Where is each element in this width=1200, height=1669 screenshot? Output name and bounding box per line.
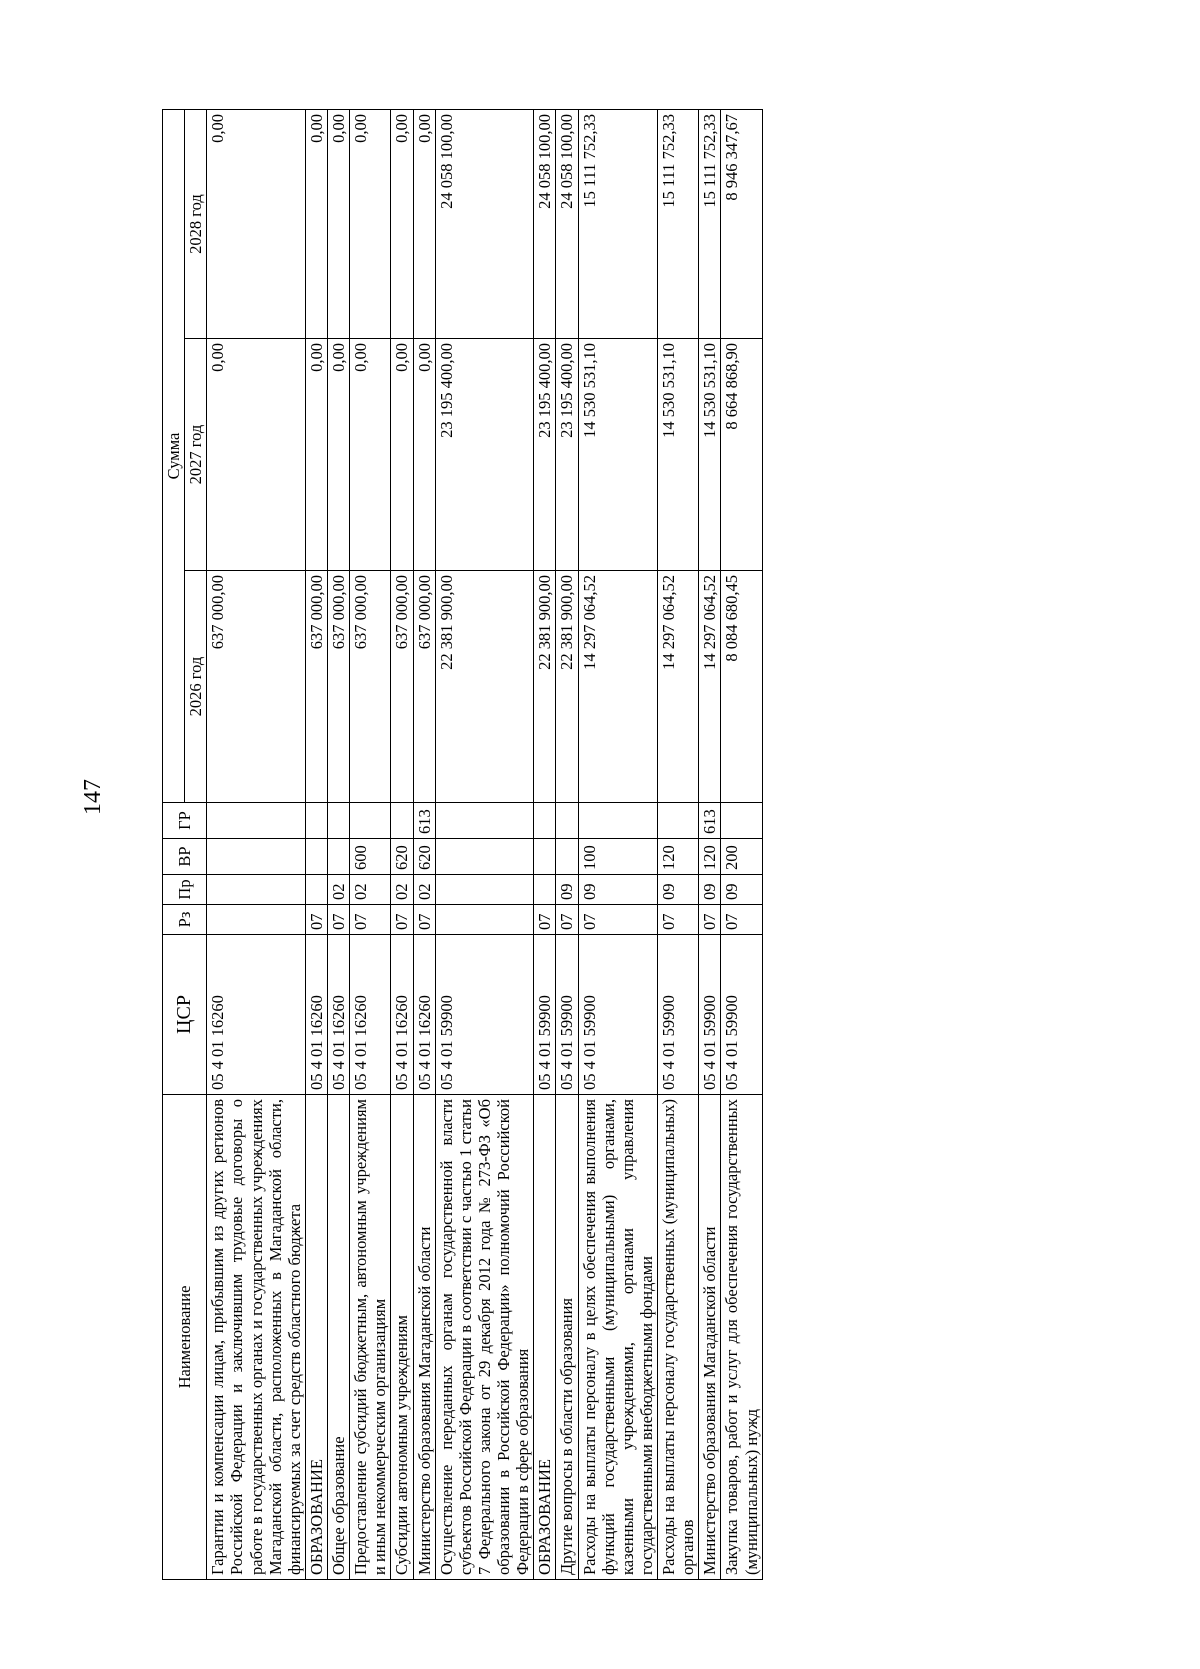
row-csr: 05 4 01 16260 bbox=[350, 935, 391, 1095]
row-csr: 05 4 01 16260 bbox=[328, 935, 350, 1095]
row-rz bbox=[207, 905, 306, 935]
row-gr bbox=[721, 803, 762, 839]
row-2026: 637 000,00 bbox=[328, 571, 350, 803]
row-vr bbox=[207, 839, 306, 875]
row-2027: 0,00 bbox=[305, 339, 327, 571]
header-row-1 bbox=[163, 110, 185, 1580]
row-gr bbox=[534, 803, 556, 839]
row-2027: 14 530 531,10 bbox=[578, 339, 658, 571]
header-2027: 2027 год bbox=[185, 339, 207, 571]
row-vr bbox=[435, 839, 534, 875]
row-gr bbox=[391, 803, 413, 839]
row-csr: 05 4 01 59900 bbox=[721, 935, 762, 1095]
header-vr: ВР bbox=[163, 839, 207, 875]
table-row bbox=[207, 110, 306, 1580]
row-2027: 23 195 400,00 bbox=[435, 339, 534, 571]
table-row bbox=[658, 110, 699, 1580]
row-vr bbox=[328, 839, 350, 875]
header-csr: ЦСР bbox=[163, 935, 207, 1095]
row-pr: 02 bbox=[328, 875, 350, 905]
row-vr: 120 bbox=[658, 839, 699, 875]
row-pr bbox=[534, 875, 556, 905]
page-number: 147 bbox=[80, 779, 106, 815]
row-pr: 09 bbox=[699, 875, 721, 905]
row-vr: 100 bbox=[578, 839, 658, 875]
row-name: Расходы на выплаты персоналу государственных (муниципальных) органов bbox=[658, 1095, 699, 1580]
row-rz: 07 bbox=[350, 905, 391, 935]
row-2026: 637 000,00 bbox=[305, 571, 327, 803]
row-2027: 0,00 bbox=[350, 339, 391, 571]
table-row bbox=[699, 110, 721, 1580]
row-pr bbox=[207, 875, 306, 905]
row-2028: 0,00 bbox=[350, 110, 391, 339]
row-2028: 0,00 bbox=[413, 110, 435, 339]
row-pr bbox=[435, 875, 534, 905]
row-csr: 05 4 01 16260 bbox=[413, 935, 435, 1095]
row-2026: 637 000,00 bbox=[350, 571, 391, 803]
header-gr: ГР bbox=[163, 803, 207, 839]
row-rz: 07 bbox=[721, 905, 762, 935]
row-gr bbox=[207, 803, 306, 839]
row-csr: 05 4 01 16260 bbox=[391, 935, 413, 1095]
table-row bbox=[721, 110, 762, 1580]
budget-table bbox=[162, 109, 763, 1580]
row-2026: 14 297 064,52 bbox=[658, 571, 699, 803]
row-rz: 07 bbox=[413, 905, 435, 935]
row-gr bbox=[578, 803, 658, 839]
row-2026: 22 381 900,00 bbox=[435, 571, 534, 803]
row-rz: 07 bbox=[699, 905, 721, 935]
row-vr bbox=[534, 839, 556, 875]
row-2028: 0,00 bbox=[328, 110, 350, 339]
row-2027: 14 530 531,10 bbox=[658, 339, 699, 571]
row-2028: 24 058 100,00 bbox=[435, 110, 534, 339]
row-csr: 05 4 01 59900 bbox=[556, 935, 578, 1095]
row-2028: 0,00 bbox=[305, 110, 327, 339]
row-name: Субсидии автономным учреждениям bbox=[391, 1095, 413, 1580]
table-row bbox=[435, 110, 534, 1580]
row-2028: 15 111 752,33 bbox=[699, 110, 721, 339]
table-row bbox=[556, 110, 578, 1580]
table-row bbox=[391, 110, 413, 1580]
row-rz: 07 bbox=[391, 905, 413, 935]
row-pr: 02 bbox=[350, 875, 391, 905]
row-rz: 07 bbox=[328, 905, 350, 935]
row-2028: 24 058 100,00 bbox=[556, 110, 578, 339]
row-pr bbox=[305, 875, 327, 905]
row-csr: 05 4 01 59900 bbox=[658, 935, 699, 1095]
row-pr: 09 bbox=[578, 875, 658, 905]
row-2028: 24 058 100,00 bbox=[534, 110, 556, 339]
header-2028: 2028 год bbox=[185, 110, 207, 339]
row-2026: 14 297 064,52 bbox=[699, 571, 721, 803]
row-gr bbox=[350, 803, 391, 839]
row-2027: 23 195 400,00 bbox=[556, 339, 578, 571]
row-2028: 15 111 752,33 bbox=[658, 110, 699, 339]
row-csr: 05 4 01 59900 bbox=[699, 935, 721, 1095]
row-gr bbox=[556, 803, 578, 839]
row-name: Министерство образования Магаданской области bbox=[413, 1095, 435, 1580]
row-rz: 07 bbox=[578, 905, 658, 935]
row-name: Предоставление субсидий бюджетным, автономным учреждениям и иным некоммерческим организациям bbox=[350, 1095, 391, 1580]
row-rz: 07 bbox=[556, 905, 578, 935]
row-pr: 09 bbox=[658, 875, 699, 905]
row-gr: 613 bbox=[699, 803, 721, 839]
row-name: Общее образование bbox=[328, 1095, 350, 1580]
header-sum: Сумма bbox=[163, 110, 185, 803]
row-vr bbox=[305, 839, 327, 875]
row-gr bbox=[328, 803, 350, 839]
table-row bbox=[328, 110, 350, 1580]
row-pr: 09 bbox=[721, 875, 762, 905]
row-2028: 8 946 347,67 bbox=[721, 110, 762, 339]
row-2028: 15 111 752,33 bbox=[578, 110, 658, 339]
header-name: Наименование bbox=[163, 1095, 207, 1580]
row-2027: 0,00 bbox=[391, 339, 413, 571]
row-name: ОБРАЗОВАНИЕ bbox=[305, 1095, 327, 1580]
row-name: Осуществление переданных органам государственной власти субъектов Российской Федерации в соответствии с частью 1 статьи 7 Федерального закона от 29 декабря 2012 года № 273-ФЗ «Об образовании в Российской Федерации» полномочий Российской Федерации в сфере образования bbox=[435, 1095, 534, 1580]
table-row bbox=[578, 110, 658, 1580]
row-rz: 07 bbox=[534, 905, 556, 935]
row-rz bbox=[435, 905, 534, 935]
row-vr: 120 bbox=[699, 839, 721, 875]
row-csr: 05 4 01 59900 bbox=[435, 935, 534, 1095]
row-2027: 23 195 400,00 bbox=[534, 339, 556, 571]
row-2026: 22 381 900,00 bbox=[534, 571, 556, 803]
row-vr: 200 bbox=[721, 839, 762, 875]
row-2026: 14 297 064,52 bbox=[578, 571, 658, 803]
row-pr: 02 bbox=[413, 875, 435, 905]
row-2027: 14 530 531,10 bbox=[699, 339, 721, 571]
row-pr: 02 bbox=[391, 875, 413, 905]
row-2027: 0,00 bbox=[328, 339, 350, 571]
row-2028: 0,00 bbox=[391, 110, 413, 339]
row-name: Расходы на выплаты персоналу в целях обеспечения выполнения функций государственными (муниципальными) органами, казенными учреждениями, органами управления государственными внебюджетными фондами bbox=[578, 1095, 658, 1580]
row-gr bbox=[658, 803, 699, 839]
header-pr: Пр bbox=[163, 875, 207, 905]
row-2027: 0,00 bbox=[207, 339, 306, 571]
row-gr bbox=[305, 803, 327, 839]
row-2026: 22 381 900,00 bbox=[556, 571, 578, 803]
row-vr: 620 bbox=[413, 839, 435, 875]
row-2027: 0,00 bbox=[413, 339, 435, 571]
row-2028: 0,00 bbox=[207, 110, 306, 339]
rotated-table-container bbox=[162, 110, 1062, 1580]
row-rz: 07 bbox=[305, 905, 327, 935]
table-row bbox=[534, 110, 556, 1580]
row-csr: 05 4 01 16260 bbox=[305, 935, 327, 1095]
row-2026: 8 084 680,45 bbox=[721, 571, 762, 803]
row-vr: 620 bbox=[391, 839, 413, 875]
row-csr: 05 4 01 16260 bbox=[207, 935, 306, 1095]
row-name: Другие вопросы в области образования bbox=[556, 1095, 578, 1580]
header-2026: 2026 год bbox=[185, 571, 207, 803]
row-name: Гарантии и компенсации лицам, прибывшим из других регионов Российской Федерации и заключившим трудовые договоры о работе в государственных органах и государственных учреждениях Магаданской области, расположенных в Магаданской области, финансируемых за счет средств областного бюджета bbox=[207, 1095, 306, 1580]
row-pr: 09 bbox=[556, 875, 578, 905]
header-rz: Рз bbox=[163, 905, 207, 935]
row-name: ОБРАЗОВАНИЕ bbox=[534, 1095, 556, 1580]
row-2026: 637 000,00 bbox=[207, 571, 306, 803]
row-rz: 07 bbox=[658, 905, 699, 935]
row-csr: 05 4 01 59900 bbox=[578, 935, 658, 1095]
table-row bbox=[305, 110, 327, 1580]
row-2026: 637 000,00 bbox=[413, 571, 435, 803]
row-gr bbox=[435, 803, 534, 839]
row-2026: 637 000,00 bbox=[391, 571, 413, 803]
row-2027: 8 664 868,90 bbox=[721, 339, 762, 571]
row-vr bbox=[556, 839, 578, 875]
table-row bbox=[413, 110, 435, 1580]
table-row bbox=[350, 110, 391, 1580]
row-name: Министерство образования Магаданской области bbox=[699, 1095, 721, 1580]
row-gr: 613 bbox=[413, 803, 435, 839]
row-name: Закупка товаров, работ и услуг для обеспечения государственных (муниципальных) нужд bbox=[721, 1095, 762, 1580]
row-vr: 600 bbox=[350, 839, 391, 875]
row-csr: 05 4 01 59900 bbox=[534, 935, 556, 1095]
